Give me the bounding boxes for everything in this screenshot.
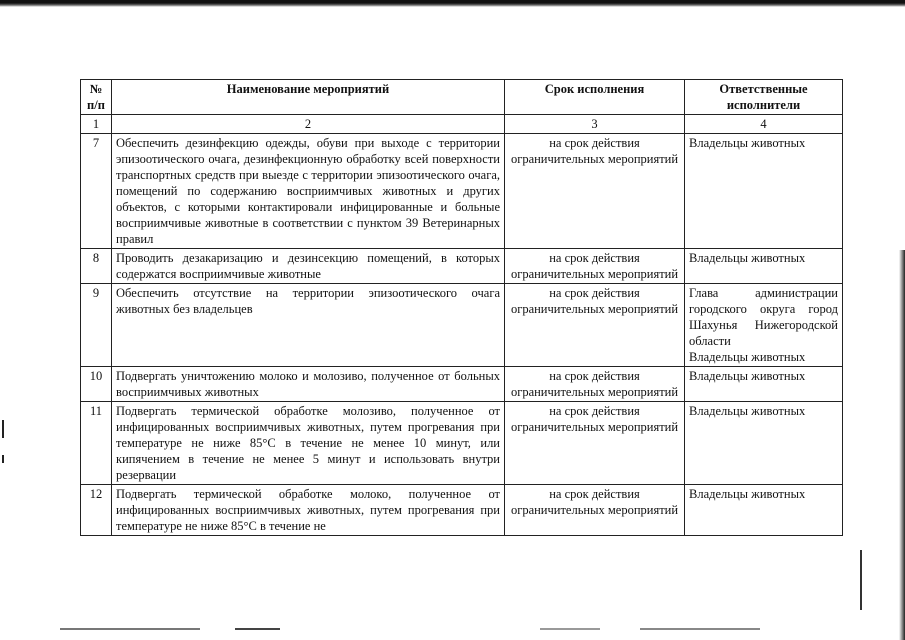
row-num: 9 <box>81 284 112 367</box>
row-term: на срок действия ограничительных мероприятий <box>505 367 685 402</box>
resp-line: Владельцы животных <box>689 404 806 418</box>
resp-line: Владельцы животных <box>689 251 806 265</box>
row-num: 8 <box>81 249 112 284</box>
row-desc: Проводить дезакаризацию и дезинсекцию помещений, в которых содержатся восприимчивые животные <box>112 249 505 284</box>
row-resp <box>685 284 843 367</box>
scan-mark <box>2 455 4 463</box>
scan-edge-top <box>0 0 905 7</box>
header-resp: Ответственные исполнители <box>685 80 843 115</box>
row-num: 10 <box>81 367 112 402</box>
table-row <box>81 134 843 249</box>
row-num: 12 <box>81 485 112 536</box>
table-header-row <box>81 80 843 115</box>
scan-mark <box>860 550 862 610</box>
table-row <box>81 249 843 284</box>
row-term: на срок действия ограничительных мероприятий <box>505 402 685 485</box>
row-resp <box>685 134 843 249</box>
row-desc: Подвергать термической обработке молозиво, полученное от инфицированных восприимчивых животных, путем прогревания при температуре не ниже 85°С в течение не менее 10 минут, или кипячением в течение не менее 5 минут и использовать внутри резервации <box>112 402 505 485</box>
table-row <box>81 402 843 485</box>
resp-line: Владельцы животных <box>689 369 806 383</box>
resp-line: Владельцы животных <box>689 487 806 501</box>
header-term: Срок исполнения <box>505 80 685 115</box>
resp-line: Владельцы животных <box>689 136 806 150</box>
row-resp <box>685 485 843 536</box>
column-index-row <box>81 115 843 134</box>
row-desc: Подвергать термической обработке молоко, полученное от инфицированных восприимчивых животных, путем прогревания при температуре не ниже 85°С в течение не <box>112 485 505 536</box>
header-num: № п/п <box>81 80 112 115</box>
resp-line: Владельцы животных <box>689 350 806 364</box>
row-resp <box>685 249 843 284</box>
measures-table <box>80 79 843 536</box>
resp-line: Глава администрации городского округа город Шахунья Нижегородской области <box>689 286 838 348</box>
row-desc: Подвергать уничтожению молоко и молозиво, полученное от больных восприимчивых животных <box>112 367 505 402</box>
row-num: 11 <box>81 402 112 485</box>
column-index: 3 <box>505 115 685 134</box>
row-desc: Обеспечить дезинфекцию одежды, обуви при выходе с территории эпизоотического очага, дезинфекционную обработку всей поверхности транспортных средств при выезде с территории эпизоотического очага, помещений по содержанию восприимчивых животных и других объектов, с которыми контактировали инфицированные и больные восприимчивые животные в соответствии с пунктом 39 Ветеринарных правил <box>112 134 505 249</box>
row-term: на срок действия ограничительных мероприятий <box>505 284 685 367</box>
table-row <box>81 485 843 536</box>
scan-mark <box>2 420 4 438</box>
column-index: 1 <box>81 115 112 134</box>
row-desc: Обеспечить отсутствие на территории эпизоотического очага животных без владельцев <box>112 284 505 367</box>
row-term: на срок действия ограничительных мероприятий <box>505 249 685 284</box>
row-term: на срок действия ограничительных мероприятий <box>505 134 685 249</box>
column-index: 4 <box>685 115 843 134</box>
row-resp <box>685 367 843 402</box>
scan-scribble <box>540 628 600 630</box>
table-row <box>81 284 843 367</box>
row-term: на срок действия ограничительных мероприятий <box>505 485 685 536</box>
column-index: 2 <box>112 115 505 134</box>
scan-scribble <box>235 628 280 630</box>
scan-scribble <box>640 628 760 630</box>
scan-scribble <box>60 628 200 630</box>
row-num: 7 <box>81 134 112 249</box>
header-name: Наименование мероприятий <box>112 80 505 115</box>
scan-edge-right <box>899 250 905 640</box>
row-resp <box>685 402 843 485</box>
table-row <box>81 367 843 402</box>
